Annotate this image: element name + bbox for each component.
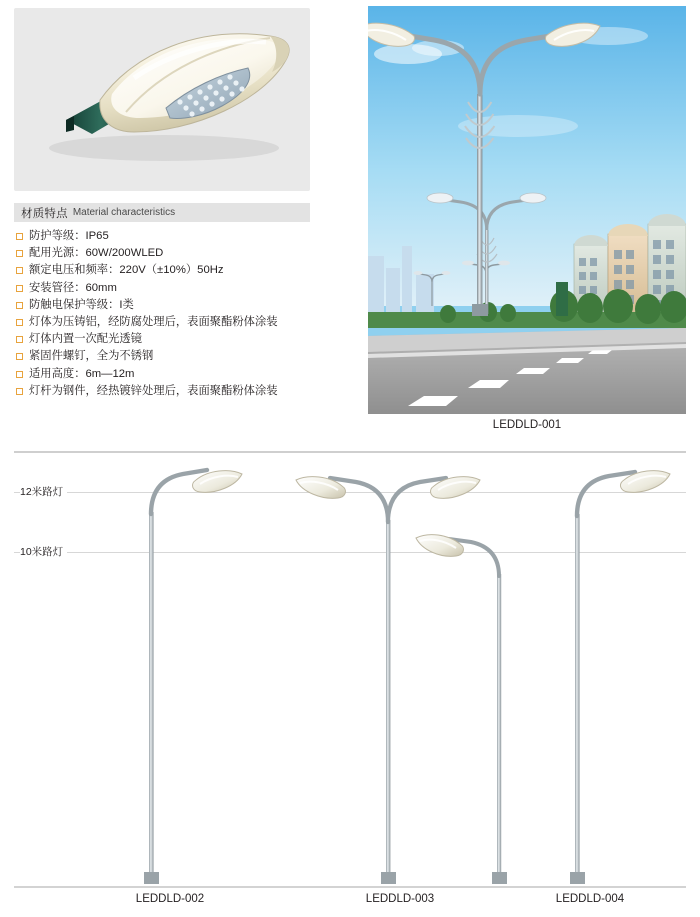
list-item	[16, 245, 346, 262]
checkbox-icon	[16, 302, 23, 309]
checkbox-icon	[16, 285, 23, 292]
lamp-head-illustration	[14, 8, 310, 191]
caption-leddld-004: LEDDLD-004	[555, 893, 625, 905]
list-item	[16, 280, 346, 297]
list-item	[16, 348, 346, 365]
feature-text: 灯体为压铸铝，经防腐处理后，表面聚酯粉体涂装	[29, 315, 278, 328]
feature-text: 灯体内置一次配光透镜	[29, 333, 142, 346]
pole-leddld-004-tall	[570, 471, 670, 884]
checkbox-icon	[16, 336, 23, 343]
feature-text: 防触电保护等级：I类	[29, 298, 134, 311]
checkbox-icon	[16, 388, 23, 395]
guide-label-10m: 10米路灯	[20, 544, 67, 559]
list-item	[16, 228, 346, 245]
checkbox-icon	[16, 371, 23, 378]
street-scene-photo	[368, 6, 686, 414]
list-item	[16, 262, 346, 279]
list-item	[16, 331, 346, 348]
caption-leddld-002: LEDDLD-002	[135, 893, 205, 905]
section-divider	[14, 451, 686, 453]
list-item	[16, 383, 346, 400]
checkbox-icon	[16, 250, 23, 257]
street-scene-illustration	[368, 6, 686, 414]
feature-text: 紧固件螺钉，全为不锈钢	[29, 350, 154, 363]
checkbox-icon	[16, 319, 23, 326]
list-item	[16, 297, 346, 314]
feature-text: 配用光源：60W/200WLED	[29, 247, 164, 260]
checkbox-icon	[16, 233, 23, 240]
ground-line	[14, 886, 686, 888]
guide-label-12m: 12米路灯	[20, 484, 67, 499]
feature-text: 额定电压和频率：220V（±10%）50Hz	[29, 264, 224, 277]
list-item	[16, 366, 346, 383]
caption-leddld-001: LEDDLD-001	[492, 419, 562, 431]
material-title-cn: 材质特点	[21, 207, 68, 220]
pole-lineup-illustration	[0, 462, 700, 890]
feature-text: 安装管径：60mm	[29, 281, 117, 294]
feature-text: 防护等级：IP65	[29, 230, 109, 242]
material-feature-list	[16, 228, 346, 400]
checkbox-icon	[16, 353, 23, 360]
material-title-en: Material characteristics	[72, 207, 176, 218]
list-item	[16, 314, 346, 331]
material-characteristics-header	[14, 203, 310, 222]
pole-comparison-panel	[0, 462, 700, 890]
pole-leddld-003-curved	[296, 477, 388, 522]
pole-leddld-004-short	[416, 535, 507, 884]
feature-text: 灯杆为钢件，经热镀锌处理后，表面聚酯粉体涂装	[29, 384, 278, 397]
caption-leddld-003: LEDDLD-003	[365, 893, 435, 905]
product-photo-panel	[14, 8, 310, 191]
feature-text: 适用高度：6m—12m	[29, 367, 135, 380]
checkbox-icon	[16, 267, 23, 274]
pole-leddld-002	[144, 470, 242, 884]
